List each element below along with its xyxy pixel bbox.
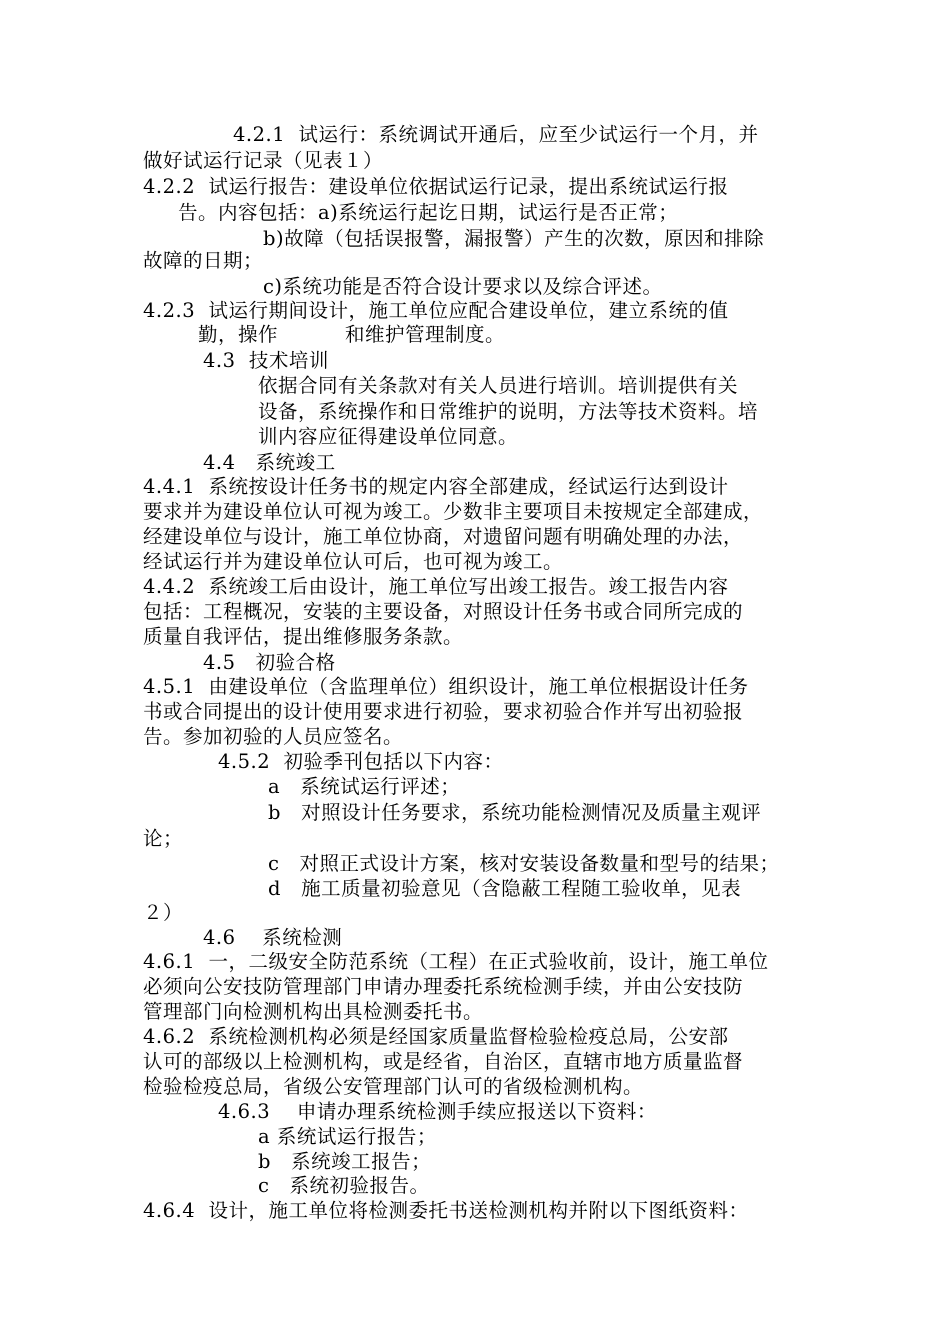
text-line: 设备，系统操作和日常维护的说明，方法等技术资料。培: [258, 400, 759, 423]
text-line: 做好试运行记录（见表１）: [143, 149, 384, 172]
text-line: 必须向公安技防管理部门申请办理委托系统检测手续，并由公安技防: [143, 975, 744, 998]
section-heading: 4.6 系统检测: [203, 926, 343, 949]
text-line: 告。内容包括：a)系统运行起讫日期，试运行是否正常；: [178, 201, 679, 224]
section-heading: 4.3 技术培训: [203, 349, 329, 372]
text-line: 论；: [143, 827, 184, 850]
text-line: 4.6.2 系统检测机构必须是经国家质量监督检验检疫总局，公安部: [143, 1025, 729, 1048]
text-line: 质量自我评估，提出维修服务条款。: [143, 625, 464, 648]
text-line: 包括：工程概况，安装的主要设备，对照设计任务书或合同所完成的: [143, 600, 744, 623]
text-line: 4.5.2 初验季刊包括以下内容：: [218, 750, 504, 773]
text-line: 4.6.4 设计，施工单位将检测委托书送检测机构并附以下图纸资料：: [143, 1199, 749, 1222]
text-line: ２）: [143, 901, 184, 924]
list-item: a 系统试运行评述；: [268, 775, 461, 798]
text-line: 勤，操作 和维护管理制度。: [198, 323, 505, 346]
list-item: d 施工质量初验意见（含隐蔽工程随工验收单，见表: [268, 877, 742, 900]
list-item: c 对照正式设计方案，核对安装设备数量和型号的结果；: [268, 852, 780, 875]
text-line: 书或合同提出的设计使用要求进行初验，要求初验合作并写出初验报: [143, 700, 744, 723]
text-line: 4.2.2 试运行报告：建设单位依据试运行记录，提出系统试运行报: [143, 175, 729, 198]
text-line: 故障的日期；: [143, 249, 264, 272]
text-line: 认可的部级以上检测机构，或是经省，自治区，直辖市地方质量监督: [143, 1050, 744, 1073]
section-heading: 4.5 初验合格: [203, 651, 336, 674]
text-line: 4.2.1 试运行：系统调试开通后，应至少试运行一个月，并: [233, 123, 759, 146]
list-item: b 对照设计任务要求，系统功能检测情况及质量主观评: [268, 801, 762, 824]
text-line: 4.6.1 一，二级安全防范系统（工程）在正式验收前，设计，施工单位: [143, 950, 769, 973]
text-line: 经试运行并为建设单位认可后，也可视为竣工。: [143, 550, 564, 573]
list-item: a 系统试运行报告；: [258, 1125, 437, 1148]
text-line: 要求并为建设单位认可视为竣工。少数非主要项目未按规定全部建成，: [143, 500, 764, 523]
text-line: b)故障（包括误报警，漏报警）产生的次数，原因和排除: [263, 227, 765, 250]
text-line: 管理部门向检测机构出具检测委托书。: [143, 1000, 484, 1023]
list-item: c 系统初验报告。: [258, 1174, 430, 1197]
text-line: 4.6.3 申请办理系统检测手续应报送以下资料：: [218, 1100, 657, 1123]
text-line: 告。参加初验的人员应签名。: [143, 725, 404, 748]
text-line: 4.4.1 系统按设计任务书的规定内容全部建成，经试运行达到设计: [143, 475, 729, 498]
text-line: 4.5.1 由建设单位（含监理单位）组织设计，施工单位根据设计任务: [143, 675, 749, 698]
text-line: 经建设单位与设计，施工单位协商，对遗留问题有明确处理的办法，: [143, 525, 744, 548]
list-item: b 系统竣工报告；: [258, 1150, 432, 1173]
text-line: 训内容应征得建设单位同意。: [258, 425, 519, 448]
text-line: 4.4.2 系统竣工后由设计，施工单位写出竣工报告。竣工报告内容: [143, 575, 729, 598]
text-line: 依据合同有关条款对有关人员进行培训。培训提供有关: [258, 374, 739, 397]
text-line: 4.2.3 试运行期间设计，施工单位应配合建设单位，建立系统的值: [143, 299, 729, 322]
text-line: 检验检疫总局，省级公安管理部门认可的省级检测机构。: [143, 1075, 644, 1098]
section-heading: 4.4 系统竣工: [203, 451, 336, 474]
text-line: c)系统功能是否符合设计要求以及综合评述。: [263, 275, 663, 298]
